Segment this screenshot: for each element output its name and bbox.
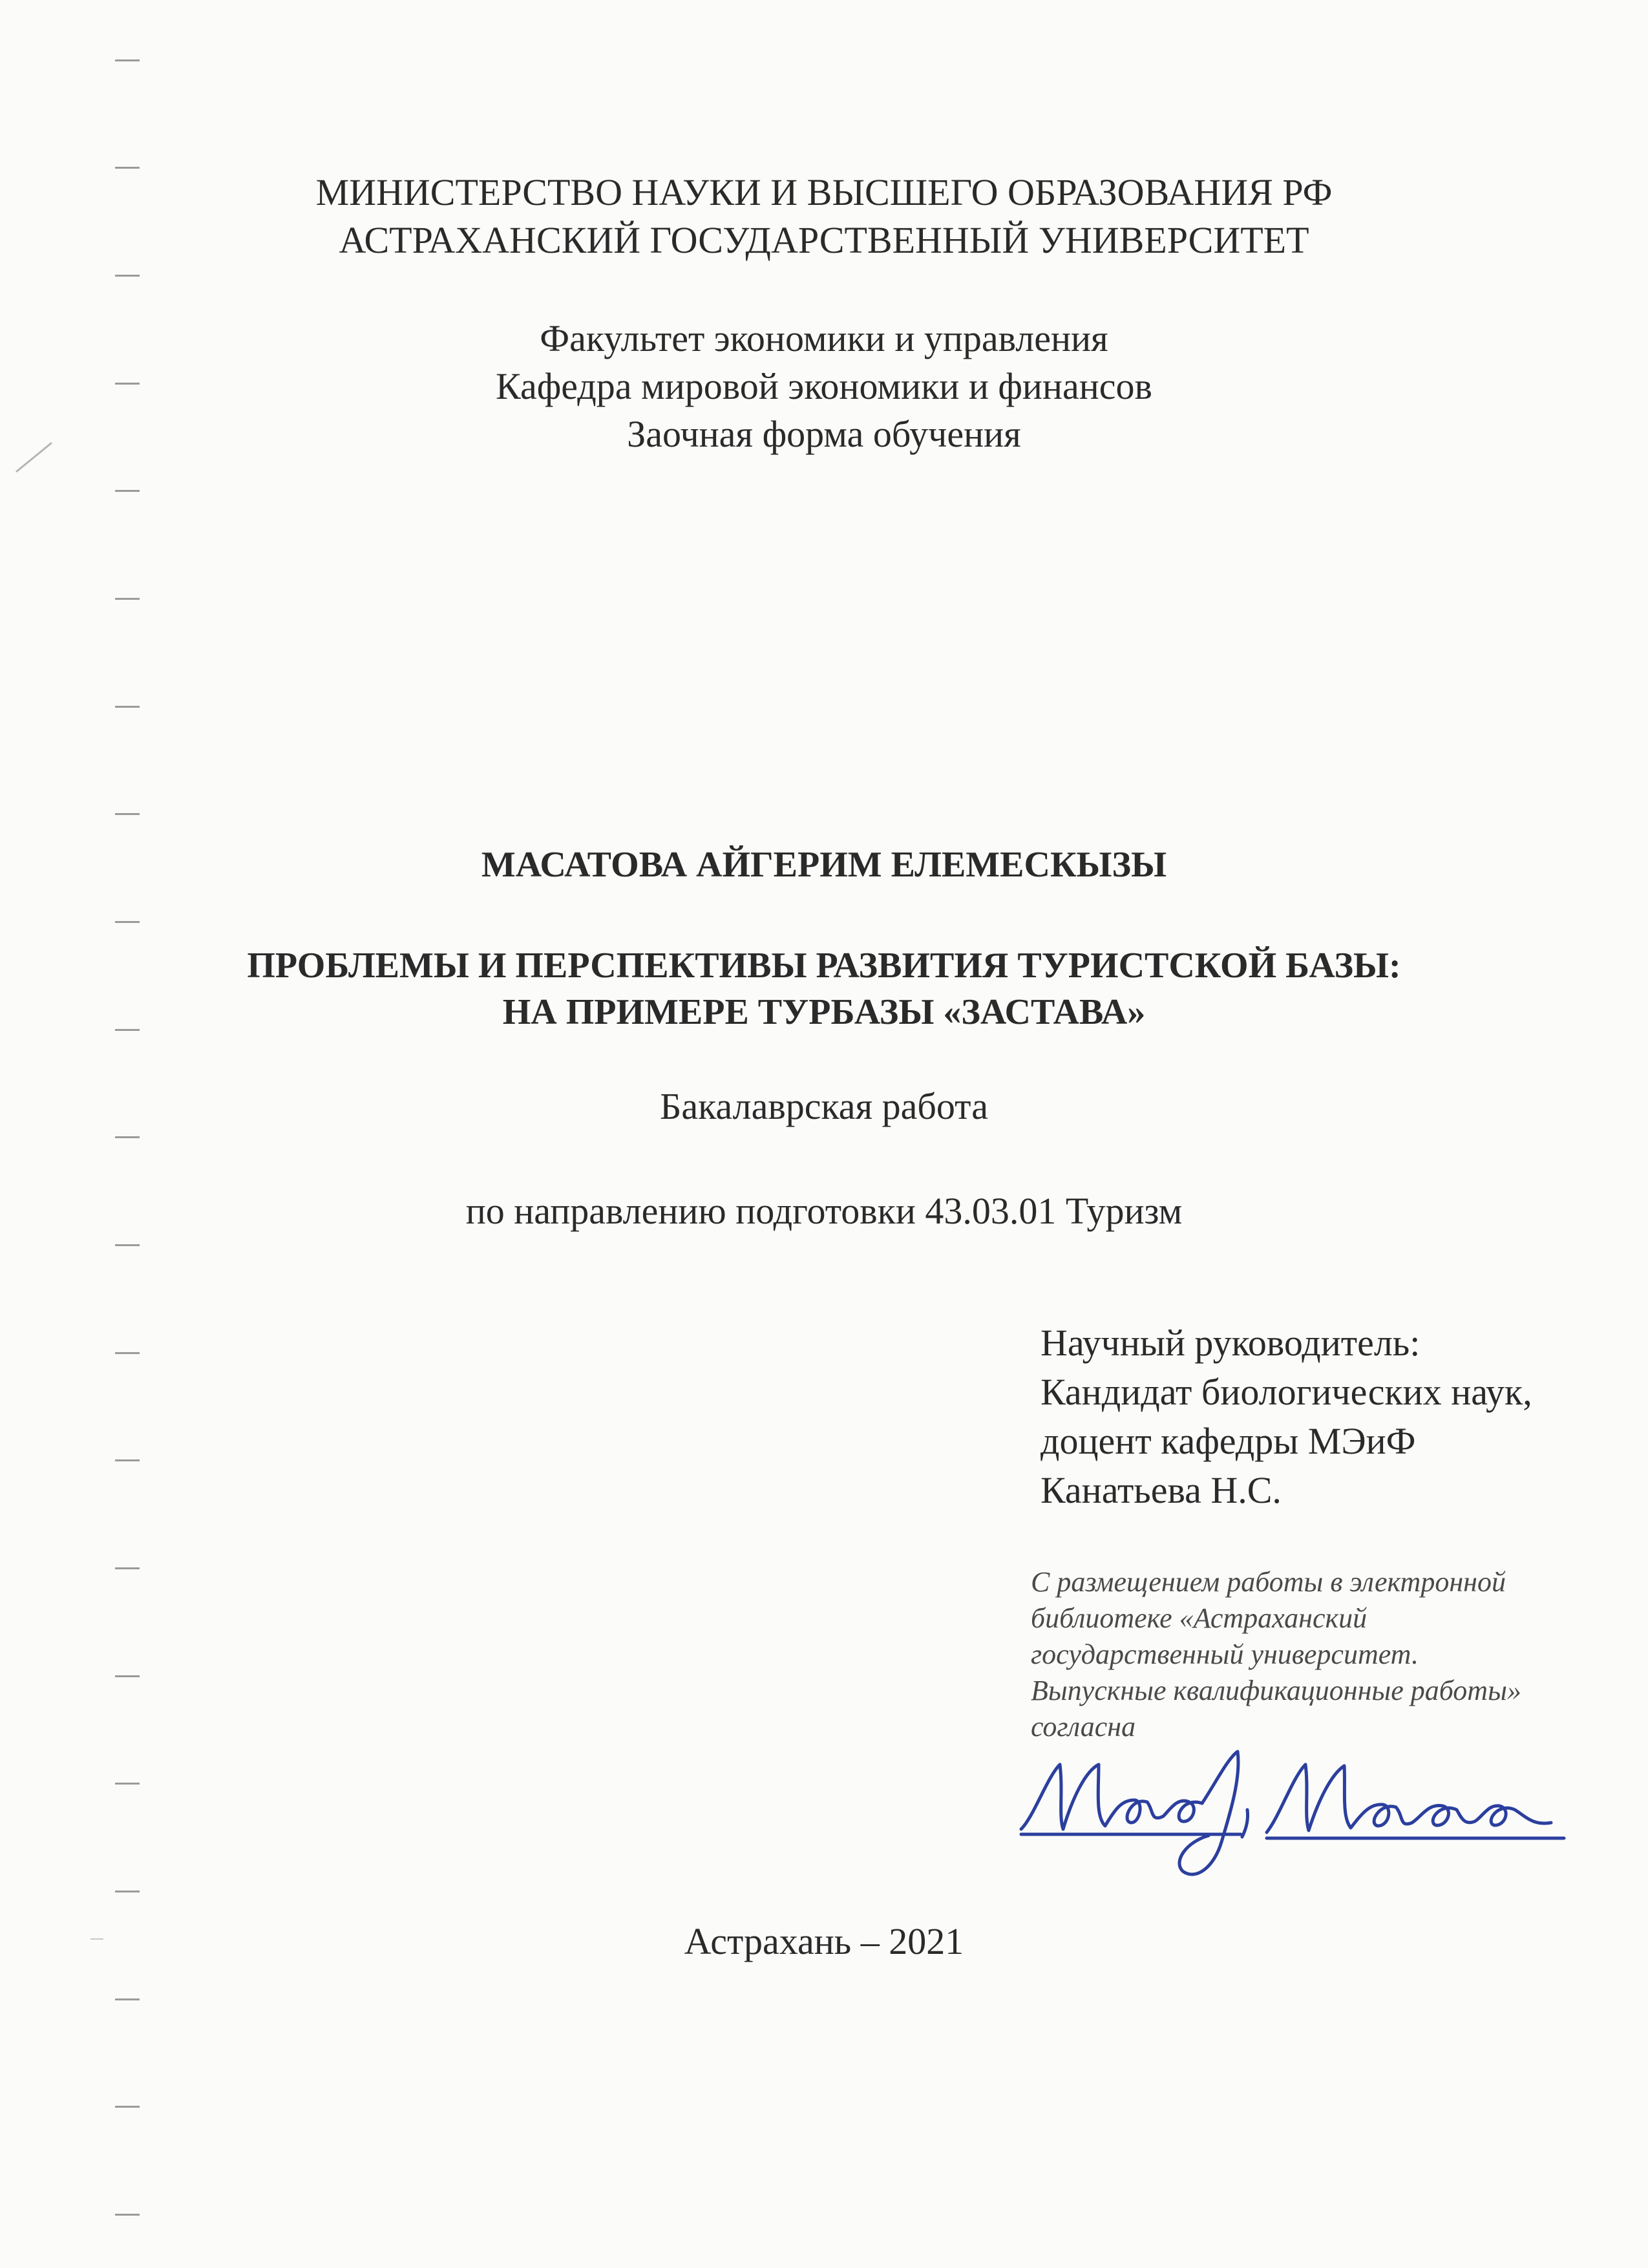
city-year: Астрахань – 2021 <box>684 1920 964 1962</box>
consent-line: Выпускные квалификационные работы» <box>1031 1675 1521 1706</box>
binder-mark <box>115 1783 140 1785</box>
binder-mark <box>115 1352 140 1354</box>
advisor-name: Канатьева Н.С. <box>1041 1469 1282 1511</box>
binder-mark <box>115 1567 140 1569</box>
author-name: МАСАТОВА АЙГЕРИМ ЕЛЕМЕСКЫЗЫ <box>481 845 1167 885</box>
training-direction: по направлению подготовки 43.03.01 Туризм <box>465 1190 1183 1232</box>
handwritten-signature-icon <box>1008 1719 1577 1887</box>
consent-line: С размещением работы в электронной <box>1031 1566 1506 1598</box>
binder-mark <box>115 1891 140 1892</box>
library-consent-stamp <box>1031 1564 1521 1745</box>
binder-mark <box>115 1459 140 1461</box>
ministry-name: МИНИСТЕРСТВО НАУКИ И ВЫСШЕГО ОБРАЗОВАНИЯ РФ <box>315 171 1333 213</box>
binder-mark <box>115 275 140 277</box>
binder-mark <box>115 490 140 492</box>
consent-line: государственный университет. <box>1031 1638 1419 1670</box>
thesis-title-line-1: ПРОБЛЕМЫ И ПЕРСПЕКТИВЫ РАЗВИТИЯ ТУРИСТСКОЙ БАЗЫ: <box>247 946 1401 986</box>
advisor-position: доцент кафедры МЭиФ <box>1041 1420 1416 1462</box>
advisor-label: Научный руководитель: <box>1041 1322 1421 1364</box>
binder-mark <box>115 167 140 169</box>
binder-mark <box>115 1244 140 1246</box>
binder-mark <box>115 921 140 923</box>
chair-name: Кафедра мировой экономики и финансов <box>496 365 1152 407</box>
binder-mark <box>115 2106 140 2108</box>
consent-line: согласна <box>1031 1711 1136 1743</box>
binder-mark <box>115 598 140 600</box>
faculty-name: Факультет экономики и управления <box>540 317 1108 359</box>
binder-mark <box>115 2214 140 2216</box>
binder-mark <box>115 59 140 61</box>
binder-mark <box>115 1998 140 2000</box>
binder-mark <box>115 706 140 708</box>
binder-mark <box>115 1136 140 1138</box>
binder-mark <box>115 813 140 815</box>
binder-mark <box>115 1675 140 1677</box>
university-name: АСТРАХАНСКИЙ ГОСУДАРСТВЕННЫЙ УНИВЕРСИТЕТ <box>339 219 1309 261</box>
advisor-degree: Кандидат биологических наук, <box>1041 1371 1532 1413</box>
work-type: Бакалаврская работа <box>660 1085 988 1127</box>
advisor-block <box>1041 1319 1532 1515</box>
thesis-title-line-2: НА ПРИМЕРЕ ТУРБАЗЫ «ЗАСТАВА» <box>502 992 1146 1032</box>
consent-line: библиотеке «Астраханский <box>1031 1602 1368 1634</box>
study-form: Заочная форма обучения <box>627 413 1021 455</box>
